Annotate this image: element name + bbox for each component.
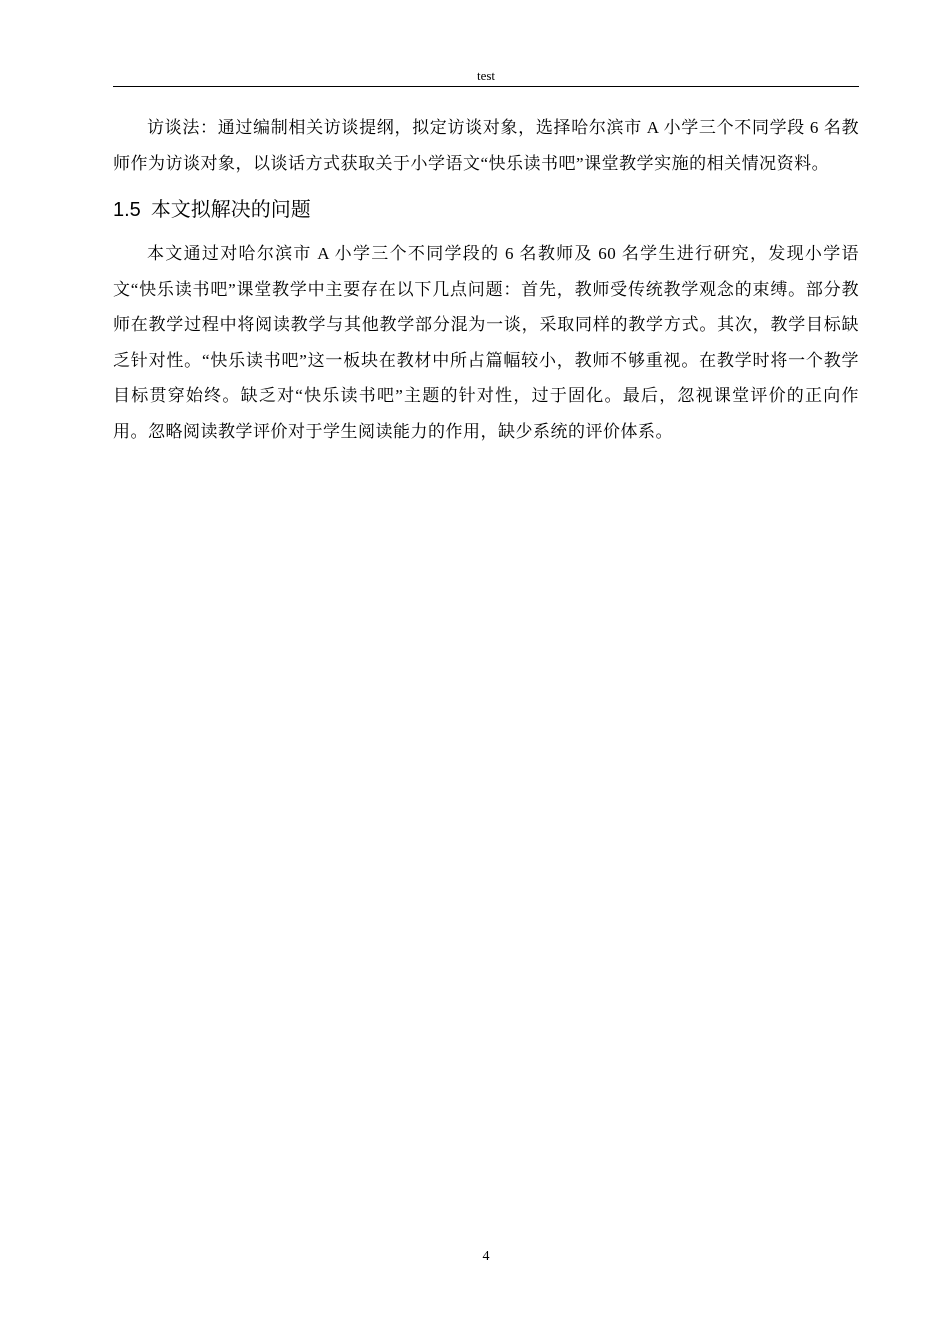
- section-heading: [113, 191, 859, 228]
- paragraph-problems: 本文通过对哈尔滨市 A 小学三个不同学段的 6 名教师及 60 名学生进行研究，发现小学语文“快乐读书吧”课堂教学中主要存在以下几点问题：首先，教师受传统教学观念的束缚。部分教师在教学过程中将阅读教学与其他教学部分混为一谈，采取同样的教学方式。其次，教学目标缺乏针对性。“快乐读书吧”这一板块在教材中所占篇幅较小，教师不够重视。在教学时将一个教学目标贯穿始终。缺乏对“快乐读书吧”主题的针对性，过于固化。最后，忽视课堂评价的正向作用。忽略阅读教学评价对于学生阅读能力的作用，缺少系统的评价体系。: [113, 244, 859, 441]
- page-header: test: [476, 68, 496, 83]
- page-number: 4: [482, 1249, 490, 1264]
- section-number: 1.5: [113, 199, 141, 221]
- paragraph-interview-method: 访谈法：通过编制相关访谈提纲，拟定访谈对象，选择哈尔滨市 A 小学三个不同学段 6 名教师作为访谈对象，以谈话方式获取关于小学语文“快乐读书吧”课堂教学实施的相关情况资料。: [113, 118, 859, 173]
- document-body: [113, 110, 859, 449]
- header-divider: [113, 86, 859, 87]
- section-title: 本文拟解决的问题: [150, 197, 311, 221]
